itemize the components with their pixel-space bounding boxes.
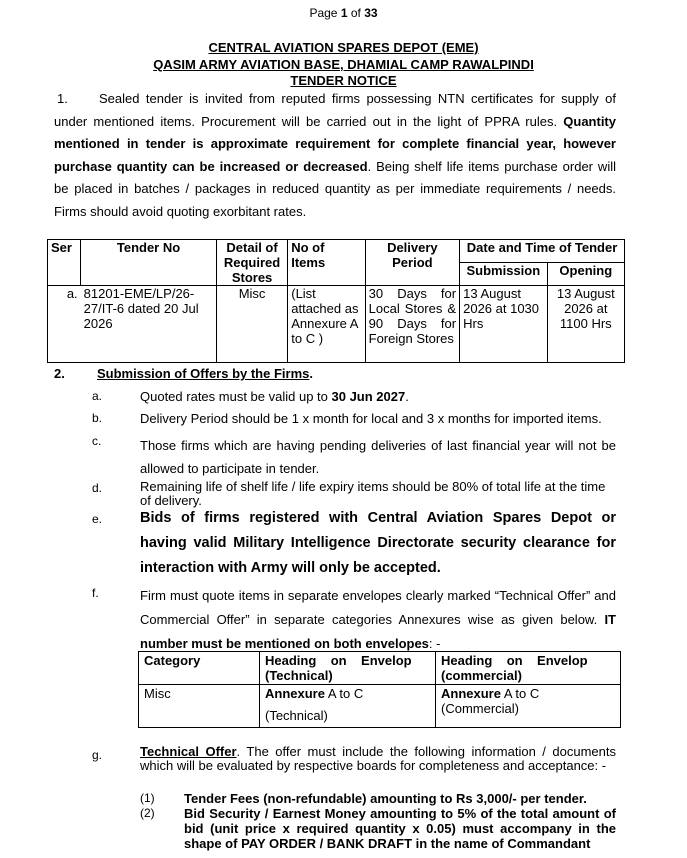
item-label: c. xyxy=(92,434,102,448)
paragraph-1: 1. Sealed tender is invited from reputed firms possessing NTN certificates for supply of under mentioned items. Procurement will be carried out in the light of PPRA rules. Quantity mentioned in tender is approximate requirement for complete financial year, however purchase quantity can be increased or decreased. Being shelf life items purchase order will be placed in batches / packages in reduced quantity as per immediate requirements / needs. Firms should avoid quoting exorbitant rates. xyxy=(54,91,616,219)
col-submission: Submission xyxy=(460,263,547,286)
section-2-title: Submission of Offers by the Firms. xyxy=(97,366,313,381)
col-category: Category xyxy=(139,652,260,685)
item-label: b. xyxy=(92,411,103,425)
org-name: CENTRAL AVIATION SPARES DEPOT (EME) xyxy=(208,40,479,55)
item-e: Bids of firms registered with Central Aviation Spares Depot or having valid Military Intelligence Directorate security clearance for interaction with Army will only be accepted. xyxy=(140,510,616,576)
col-ser: Ser xyxy=(48,240,81,286)
item-g: Technical Offer. The offer must include the following information / documents which will be evaluated by respective boards for completeness and acceptance: - xyxy=(140,744,616,773)
item-f: Firm must quote items in separate envelopes clearly marked “Technical Offer” and Commercial Offer” in separate categories Annexures wise as given below. IT number must be mentioned on both envelopes: - xyxy=(140,588,616,651)
section-2-number: 2. xyxy=(54,366,65,381)
col-tender-no: Tender No xyxy=(81,240,217,286)
page-number: Page 1 of 33 xyxy=(309,6,378,20)
sub-item-2: Bid Security / Earnest Money amounting to 5% of the total amount of bid (unit price x required quantity x 0.05) must accompany in the shape of PAY ORDER / BANK DRAFT in the name of Commandant xyxy=(184,806,616,851)
table-row: Misc Annexure A to C (Technical) Annexure A to C (Commercial) xyxy=(139,685,621,728)
item-b: Delivery Period should be 1 x month for local and 3 x months for imported items. xyxy=(140,411,602,426)
col-technical: Heading on Envelop (Technical) xyxy=(260,652,436,685)
col-detail: Detail of Required Stores xyxy=(216,240,287,286)
category-table xyxy=(138,651,621,728)
col-delivery: Delivery Period xyxy=(365,240,459,286)
item-label: d. xyxy=(92,481,103,495)
item-label: e. xyxy=(92,512,103,526)
item-label: a. xyxy=(92,389,103,403)
table-row: a. 81201-EME/LP/26-27/IT-6 dated 20 Jul 2026 Misc (List attached as Annexure A to C ) 30 Days for Local Stores & 90 Days for Foreign Stores 13 August 2026 at 1030 Hrs 13 August 2026 at 1100 Hrs xyxy=(48,286,625,363)
item-d: Remaining life of shelf life / life expiry items should be 80% of total life at the time of delivery. xyxy=(140,479,606,508)
col-commercial: Heading on Envelop (commercial) xyxy=(436,652,621,685)
col-date-time: Date and Time of Tender xyxy=(460,240,625,263)
document-title: TENDER NOTICE xyxy=(290,73,397,88)
item-label: g. xyxy=(92,748,103,762)
sub-item-number: (2) xyxy=(140,806,155,820)
org-address: QASIM ARMY AVIATION BASE, DHAMIAL CAMP RAWALPINDI xyxy=(153,57,534,72)
tender-table xyxy=(47,239,625,363)
sub-item-1: Tender Fees (non-refundable) amounting to Rs 3,000/- per tender. xyxy=(184,791,587,806)
col-opening: Opening xyxy=(547,263,624,286)
item-label: f. xyxy=(92,586,99,600)
item-c: Those firms which are having pending deliveries of last financial year will not be allowed to participate in tender. xyxy=(140,438,616,476)
item-a: Quoted rates must be valid up to 30 Jun 2027. xyxy=(140,389,409,404)
sub-item-number: (1) xyxy=(140,791,155,805)
col-items: No of Items xyxy=(288,240,365,286)
